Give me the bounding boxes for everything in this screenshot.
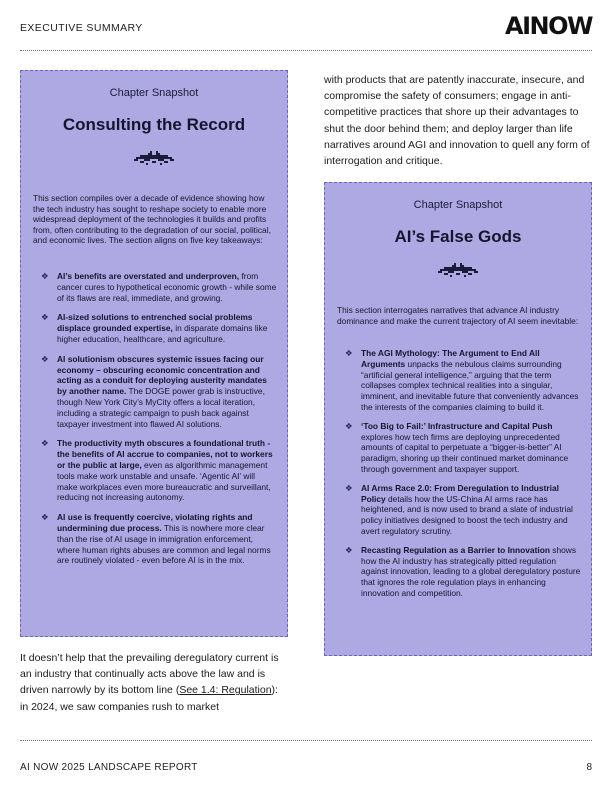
section-label: EXECUTIVE SUMMARY xyxy=(20,22,143,34)
chapter-snapshot-ais-false-gods xyxy=(324,182,592,656)
header-divider xyxy=(20,50,592,51)
list-item: ❖ AI-sized solutions to entrenched social problems displace grounded expertise, in disparate domains like higher education, healthcare, and agriculture. xyxy=(41,312,268,344)
ai-now-logo: AINOW xyxy=(505,12,592,40)
snapshot-title: AI’s False Gods xyxy=(394,227,522,246)
list-item: ❖ AI’s benefits are overstated and underproven, from cancer cures to hypothetical economic growth - while some of its flaws are real, immediate, and growing. xyxy=(41,271,277,303)
diamond-bullet-icon: ❖ xyxy=(41,353,49,364)
page-number: 8 xyxy=(586,762,592,773)
body-paragraph-left: It doesn’t help that the prevailing deregulatory current is an industry that continually acts above the law and is driven narrowly by its bottom line (See 1.4: Regulation): in 2024, we saw companies rush to market xyxy=(20,652,279,713)
snapshot-kicker: Chapter Snapshot xyxy=(109,87,199,99)
snapshot-intro: This section interrogates narratives that advance AI industry dominance and make the current trajectory of AI seem inevitable: xyxy=(337,305,579,326)
diamond-bullet-icon: ❖ xyxy=(345,420,353,431)
pixel-ornament-icon xyxy=(134,151,174,167)
report-title: AI NOW 2025 LANDSCAPE REPORT xyxy=(20,762,198,773)
list-item: ❖ AI solutionism obscures systemic issues facing our economy – obscuring economic concentration and acting as a conduit for deploying austerity mandates by another name. The DOGE power grab is instructive, though New York City’s MyCity offers a local iteration, including a strategic campaign to push back against taxpayer investment into flawed AI solutions. xyxy=(41,353,267,429)
diamond-bullet-icon: ❖ xyxy=(345,348,353,358)
list-item: ❖ AI use is frequently coercive, violating rights and undermining due process. This is nowhere more clear than the rise of AI usage in immigration enforcement, where human rights abuses are common and legal norms are routinely violated - even before AI is in the mix. xyxy=(41,512,271,566)
snapshot-title: Consulting the Record xyxy=(62,115,246,134)
diamond-bullet-icon: ❖ xyxy=(41,512,49,523)
diamond-bullet-icon: ❖ xyxy=(41,271,49,281)
list-item: ❖ The AGI Mythology: The Argument to End All Arguments unpacks the nebulous claims surrounding “artificial general intelligence,” arguing that the term collapses complex technical realities into a singular, imminent, and inevitable future that conveniently advances the interests of the companies claiming to build it. xyxy=(345,348,579,412)
pixel-ornament-icon xyxy=(438,263,478,279)
snapshot-intro: This section compiles over a decade of evidence showing how the tech industry has sought to reshape society to enable more widespread deployment of the technologies it builds and profits from, often contributing to the degradation of our social, political, and economic lives. The section aligns on five key takeaways: xyxy=(33,193,271,246)
list-item: ❖ The productivity myth obscures a foundational truth - the benefits of AI accrue to companies, not to workers or the public at large, even as algorithmic management tools make work unstable and unsafe. ‘Agentic AI’ will make workplaces even more bureaucratic and surveillant, reducing not increasing autonomy. xyxy=(41,438,273,503)
diamond-bullet-icon: ❖ xyxy=(345,544,353,555)
list-item: ❖ AI Arms Race 2.0: From Deregulation to Industrial Policy details how the US-China AI arms race has heightened, and is now used to brand a slate of industrial policy initiatives designed to boost the tech industry and avert regulatory scrutiny. xyxy=(345,482,573,536)
diamond-bullet-icon: ❖ xyxy=(345,482,353,493)
snapshot-kicker: Chapter Snapshot xyxy=(413,199,503,211)
footer-divider xyxy=(20,740,592,741)
sections-list xyxy=(345,348,581,607)
list-item: ❖ ‘Too Big to Fail:’ Infrastructure and Capital Push explores how tech firms are deploying unprecedented amounts of capital to perpetuate a “bigger-is-better” AI paradigm, shoring up their continued market dominance through government and taxpayer support. xyxy=(345,420,569,474)
diamond-bullet-icon: ❖ xyxy=(41,312,49,323)
takeaways-list xyxy=(41,271,277,575)
body-paragraph-right: with products that are patently inaccurate, insecure, and compromise the safety of consumers; engage in anti-competitive practices that shore up their advantages to shut the door behind them; and deploy larger than life narratives around AGI and innovation to quell any form of interrogation and critique. xyxy=(324,74,590,168)
regulation-section-link[interactable]: See 1.4: Regulation xyxy=(179,684,272,697)
diamond-bullet-icon: ❖ xyxy=(41,438,49,449)
chapter-snapshot-consulting-the-record xyxy=(20,70,288,637)
list-item: ❖ Recasting Regulation as a Barrier to Innovation shows how the AI industry has strategically pitted regulation against innovation, leading to a global deregulatory posture that ignores the role regulation plays in enhancing innovation and competition. xyxy=(345,544,581,598)
